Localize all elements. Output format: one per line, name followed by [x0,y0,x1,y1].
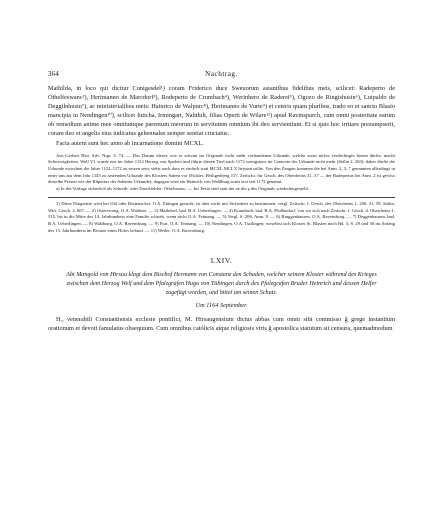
footnotes [48,201,395,235]
footnote-paragraph: 1) Diese Dingstätte wird bei Uhl oder Rottenacker, O.A. Ehingen gesucht, ist aber nicht mit Sicherheit zu bestimmen; vergl. Zeitschr. f. Gesch. des Oberrheins 1, 206. 31, 58. Stälin, Wirt. Gesch. 2, 667. — 2) Osterswang, O.A. Waldsee. — 3) Markdorf, bad. B.A. Ueberlingen. — 4) Krumbach, bad. B.A. Pfullendorf, von wo sich nach Zeitschr. f. Gesch. d. Oberrheins 1, 315, bis in die Mitte des 14. Jahrhunderts eine Familie schrieb, wenn nicht O.A. Tettnang. — 5) Vergl. S. 206, Anm. 8. — 6) Ringgenhausen, O.A. Ravensburg. — 7) Deggenhausen, bad. B.A. Ueberlingen. — 8) Waldburg, O.A. Ravensburg. — 9) Furt, O.A. Tettnang. — 10) Nendingen, O.A. Tuttlingen, woselbst sich Kloster St. Blasien nach Bd. 3, S. 29 und 30 im Anfang des 13. Jahrhunderts im Besitze eines Hofes befand. — 11) Weiler, O.A. Ravensburg. [48,200,395,233]
running-title: Nachtrag. [205,70,238,78]
page-number: 364 [48,70,59,78]
charter-text [48,315,395,333]
continuation-paragraph: Mathilda, in loco qui dicitur Cunigesdel¹) coram Friderico duce Sweuorum astantibus fidelibus meis, scilicet: Radeperto de Othelfeswanc²), Herimanno de Marcdorf³), Rodeperto de Crumbach⁴), Werinhero de Raderei⁵), Ogozo de Ringishusin⁶), Luipaldo de Deggilnhusin⁷), ac ministerialibus meis: Hainrico de Walpurc⁸), Herimanno de Vurte⁹) et ceteris quam pluribus, trado eo et sancto Blasio mancipia in Nendingen¹⁰), scilicet Iuticha, Irmingart, Nahthilt, filias Operti de Wilare¹¹) apud Ravinspurch, cum omni posteritate earum ob remedium anime mee omniumque parentum meorum in servitutem omnium ibi deo servientium. Et si quis hoc irritare presumpserit, coram deo et angelis eius iudicatus gehennales semper sentiat cruciatus. [48,85,395,138]
page-header [48,70,395,82]
charter-paragraph: H., venerabili Constantiensis ecclesie pontifici, M. Hirsaugensium dictus abbas cum omni sibi commisso ǧ grege instantium orationum et devoti famulatus obsequium. Cum omnibus católicis atque religiosis viris ǧ apostolica statutum sit censura, quemadmodum [48,315,395,332]
document-summary: Abt Mangold von Hirsau klagt dem Bischof Hermann von Constanz den Schaden, welcher seinem Kloster während des Krieges zwischen dem Herzog Welf und dem Pfalzgrafen Hugo von Tübingen durch des Pfalzgrafen Bruder Heinrich und dessen Helfer zugefügt worden, und bittet um seinen Schutz. [66,272,377,296]
continuation-text [48,84,395,148]
document-number: LXIV. [210,256,233,266]
variant-note: a) In der Vorlage sicherlich als Schreib- oder Druckfehler: Othelswanc. — Im Texte sind statt der ae die ę des Originals wiederhergestellt. [56,186,310,192]
continuation-dating-paragraph: Facta autem sunt hec anno ab incarnatione domini MCXL. [56,139,204,147]
footnote-separator [48,197,395,198]
document-date: Um 1164 September. [195,301,248,309]
source-note [48,153,395,193]
source-note-paragraph: Aus Gerbert Hist. Silv. Nigr. 3, 74. — Das Datum dieser, wie es scheint im Originale nicht mehr vorhandenen Urkunde, welche sonst nichts verdächtiges bieten dürfte, macht Schwierigkeiten. Welf VI. wurde erst im Jahre 1152 Herzog von Spoleto und führte diesen Titel nach 1172 wenigstens im Contexte der Urkunde nicht mehr (Stälin 2, 263); daher dürfte die Urkunde zwischen die Jahre 1152–1172 zu setzen sein; siehe auch dass es einfach statt MCXL MCLX heissen sollte. Von den Zeugen kommen die bei Anm. 2, 3, 7 genannten allerdings in einer uns aus dem Jahr 1145 zu setzenden Urkunde des Klosters Salem vor (Fickler, Heiligenberg 157, Zeitschr. für Gesch. des Oberrheins 31, 37 — der Radepertus bei Anm. 2 ist gewiss dieselbe Person wie der Rûpertus der Salemer Urkunde); dagegen wird ein Heinrich von Waldburg sonst erst seit 1172 genannt. [48,152,395,185]
